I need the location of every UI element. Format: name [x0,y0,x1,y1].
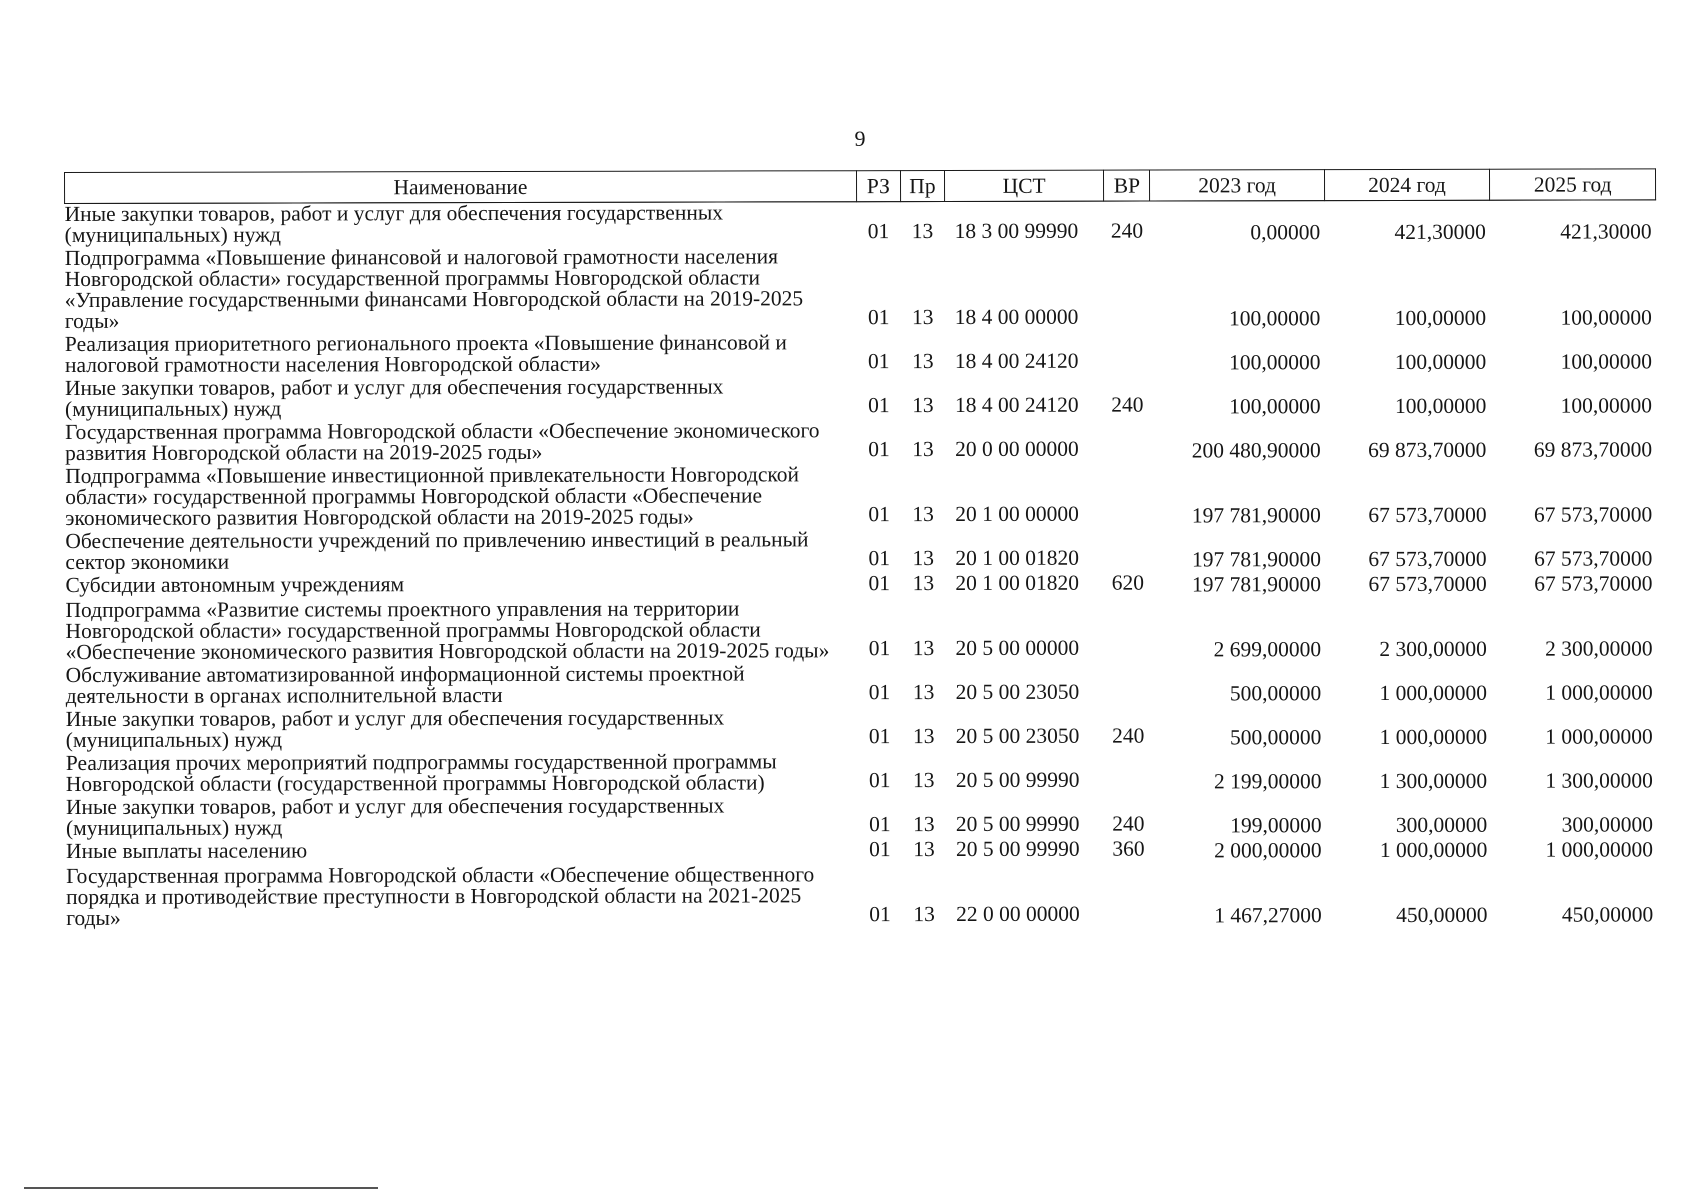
cell-vr: 620 [1111,570,1144,595]
budget-table [64,168,1658,931]
cell-2024: 67 573,70000 [1368,502,1487,528]
cell-2024: 300,00000 [1395,812,1488,837]
cell-2023: 197 781,90000 [1191,547,1321,572]
cell-2023: 500,00000 [1229,725,1322,750]
cell-2025: 100,00000 [1560,349,1652,374]
cell-vr [1104,464,1150,529]
cell-cst: 20 5 00 00000 [955,635,1080,660]
header-2024: 2024 год [1324,169,1490,200]
cell-2023: 0,00000 [1250,220,1321,245]
cell-rz: 01 [868,768,891,793]
cell-2024: 100,00000 [1394,305,1487,330]
cell-2025: 67 573,70000 [1534,546,1653,571]
cell-2025: 100,00000 [1560,305,1652,330]
cell-2023: 197 781,90000 [1191,503,1321,528]
cell-name: Государственная программа Новгородской области «Обеспечение общественного порядка и противодействие преступности в Новгородской области на 2021-2025 годы» [66,862,815,930]
page-number: 9 [854,126,866,151]
cell-pr: 13 [911,219,934,244]
cell-name: Подпрограмма «Повышение инвестиционной привлекательности Новгородской области» государственной программы Новгородской области «Обеспечение экономического развития Новгородской области на 2019-2025 годы» [65,462,800,530]
cell-name: Иные закупки товаров, работ и услуг для обеспечения государственных (муниципальных) нужд [65,705,725,752]
cell-pr: 13 [912,546,935,571]
cell-rz: 01 [868,680,891,705]
cell-pr: 13 [912,636,935,661]
cell-cst: 20 1 00 00000 [955,501,1079,526]
header-pr: Пр [900,171,944,202]
table-row [65,527,1656,575]
cell-name: Реализация приоритетного регионального проекта «Повышение финансовой и налоговой грамотности населения Новгородской области» [64,330,787,377]
cell-name: Иные закупки товаров, работ и услуг для обеспечения государственных (муниципальных) нужд [64,200,724,247]
cell-vr [1105,598,1151,663]
cell-vr [1104,332,1150,376]
cell-2025: 1 000,00000 [1545,724,1653,749]
cell-2025: 1 000,00000 [1545,680,1653,705]
cell-name: Иные закупки товаров, работ и услуг для обеспечения государственных (муниципальных) нужд [64,374,724,421]
header-2023: 2023 год [1150,170,1324,201]
cell-2024: 2 300,00000 [1379,636,1487,662]
cell-2025: 1 000,00000 [1545,837,1654,862]
table-row [65,200,1656,248]
cell-2025: 67 573,70000 [1534,571,1653,596]
cell-pr: 13 [912,502,934,527]
cell-rz: 01 [868,724,891,749]
cell-rz: 01 [868,437,890,462]
table-row [66,661,1657,709]
cell-vr: 240 [1111,392,1144,417]
cell-2024: 421,30000 [1394,219,1486,244]
cell-2023: 197 781,90000 [1191,572,1322,597]
cell-2025: 69 873,70000 [1533,437,1653,462]
cell-vr: 240 [1112,723,1145,748]
cell-cst: 20 5 00 99990 [955,836,1080,861]
cell-vr [1104,420,1150,464]
footer-rule [24,1187,378,1189]
cell-name: Подпрограмма «Развитие системы проектного управления на территории Новгородской области» государственной программы Новгородской области «Обеспечение экономического развития Новгородской области на 2019-2025 годы» [65,596,830,664]
table-row [65,571,1656,600]
header-cst: ЦСТ [944,170,1103,201]
table-row [66,862,1657,931]
table-row [65,462,1656,531]
cell-2025: 450,00000 [1561,902,1654,927]
cell-2024: 67 573,70000 [1368,571,1487,597]
cell-2025: 1 300,00000 [1545,768,1653,793]
cell-2024: 67 573,70000 [1368,546,1487,572]
cell-2023: 199,00000 [1230,813,1322,838]
cell-vr [1104,246,1150,332]
table-header-row [65,169,1656,204]
table-row [65,374,1656,422]
cell-cst: 18 3 00 99990 [954,218,1079,243]
cell-cst: 20 5 00 99990 [955,767,1080,792]
cell-name: Иные закупки товаров, работ и услуг для обеспечения государственных (муниципальных) нужд [65,793,725,840]
cell-2023: 100,00000 [1228,306,1321,331]
header-vr: ВР [1104,170,1150,201]
cell-rz: 01 [867,349,890,374]
cell-2023: 2 699,00000 [1213,637,1322,662]
cell-2023: 2 199,00000 [1213,769,1322,794]
cell-cst: 20 0 00 00000 [955,436,1079,461]
cell-2024: 100,00000 [1394,393,1487,418]
header-name: Наименование [65,171,857,204]
cell-2024: 1 000,00000 [1379,724,1488,750]
cell-vr [1105,751,1151,795]
cell-2023: 100,00000 [1229,394,1321,419]
cell-vr [1105,529,1151,573]
cell-cst: 18 4 00 00000 [954,304,1079,329]
table-body [65,200,1658,931]
cell-name: Государственная программа Новгородской области «Обеспечение экономического развития Новгородской области на 2019-2025 годы» [65,418,820,465]
cell-2024: 1 300,00000 [1379,768,1488,794]
cell-cst: 20 5 00 23050 [955,723,1080,748]
cell-cst: 20 1 00 01820 [955,570,1080,595]
cell-2023: 2 000,00000 [1214,838,1322,863]
cell-rz: 01 [868,571,891,596]
cell-name: Обеспечение деятельности учреждений по привлечению инвестиций в реальный сектор экономики [65,527,809,574]
cell-rz: 01 [869,837,891,862]
cell-rz: 01 [869,812,891,837]
cell-rz: 01 [868,502,890,527]
table-row [66,749,1657,797]
cell-vr: 360 [1112,836,1145,861]
cell-name: Подпрограмма «Повышение финансовой и налоговой грамотности населения Новгородской области» государственной программы Новгородской области «Управление государственными финансами Новгородской области на 2019-2025 годы» [64,244,804,333]
table-row [65,418,1656,466]
cell-pr: 13 [912,768,935,793]
cell-pr: 13 [913,837,935,862]
cell-rz: 01 [869,902,891,927]
cell-cst: 20 5 00 23050 [955,679,1080,704]
cell-pr: 13 [912,393,934,418]
cell-cst: 18 4 00 24120 [954,348,1079,373]
cell-2025: 2 300,00000 [1545,636,1653,661]
table-row [66,793,1657,841]
table-row [65,330,1656,378]
header-rz: РЗ [856,171,900,202]
cell-cst: 20 5 00 99990 [955,811,1080,836]
cell-2024: 1 000,00000 [1379,680,1487,706]
cell-2023: 1 467,27000 [1214,903,1322,928]
cell-2024: 1 000,00000 [1379,837,1488,863]
cell-pr: 13 [912,724,935,749]
cell-vr: 240 [1112,811,1145,836]
cell-2024: 69 873,70000 [1368,437,1487,463]
cell-2024: 100,00000 [1394,349,1487,374]
cell-vr: 240 [1110,218,1144,243]
cell-vr [1105,663,1151,707]
cell-name: Обслуживание автоматизированной информационной системы проектной деятельности в органах исполнительной власти [65,661,745,708]
cell-2025: 100,00000 [1560,393,1653,418]
table-row [66,837,1657,866]
cell-cst: 22 0 00 00000 [956,901,1080,926]
cell-pr: 13 [913,902,935,927]
table-row [65,244,1656,334]
cell-cst: 20 1 00 01820 [955,545,1079,570]
cell-vr [1105,864,1151,929]
cell-rz: 01 [867,305,890,330]
cell-2023: 500,00000 [1229,681,1322,706]
cell-2024: 450,00000 [1396,902,1488,927]
cell-name: Реализация прочих мероприятий подпрограммы государственной программы Новгородской области (государственной программы Новгородской области) [65,749,777,796]
cell-2025: 67 573,70000 [1534,502,1653,527]
cell-2023: 100,00000 [1229,350,1321,375]
cell-cst: 18 4 00 24120 [954,392,1079,417]
cell-pr: 13 [912,437,934,462]
cell-pr: 13 [911,305,934,330]
cell-pr: 13 [913,812,935,837]
cell-2025: 300,00000 [1561,812,1654,837]
table-row [66,705,1657,753]
cell-pr: 13 [912,349,934,374]
header-2025: 2025 год [1490,169,1656,200]
cell-rz: 01 [868,546,890,571]
cell-name: Иные выплаты населению [66,838,308,863]
cell-rz: 01 [867,219,890,244]
cell-rz: 01 [868,636,891,661]
table-row [65,596,1656,665]
cell-rz: 01 [868,393,890,418]
cell-2023: 200 480,90000 [1191,438,1321,463]
cell-pr: 13 [912,571,935,596]
cell-name: Субсидии автономным учреждениям [65,572,405,597]
cell-2025: 421,30000 [1560,219,1652,244]
cell-pr: 13 [912,680,935,705]
